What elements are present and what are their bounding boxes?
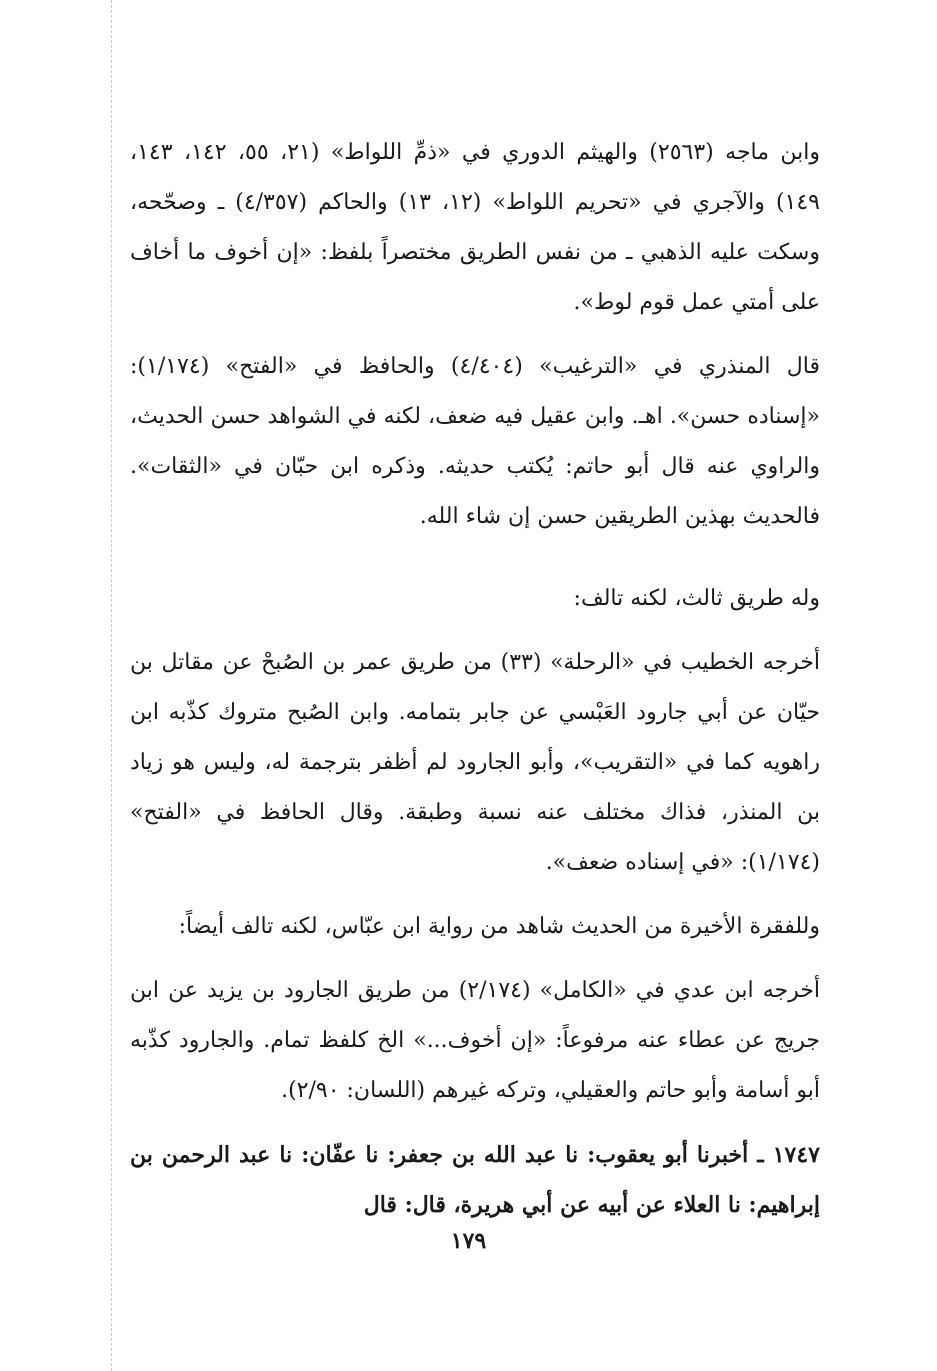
- hadith-number: ١٧٤٧: [772, 1142, 820, 1168]
- paragraph-khatib-takhrij: أخرجه الخطيب في «الرحلة» (٣٣) من طريق عمر بن الصُبحْ عن مقاتل بن حيّان عن أبي جارود العَبْسي عن جابر بتمامه. وابن الصُبح متروك كذّبه ابن راهويه كما في «التقريب»، وأبو الجارود لم أظفر بترجمة له، وليس هو زياد بن المنذر، فذاك مختلف عنه نسبة وطبقة. وقال الحافظ في «الفتح» (١/١٧٤): «في إسناده ضعف».: [130, 650, 820, 875]
- paragraph-ibn-adi-takhrij: أخرجه ابن عدي في «الكامل» (٢/١٧٤) من طريق الجارود بن يزيد عن ابن جريج عن عطاء عنه مرفوعاً: «إن أخوف...» الخ كلفظ تمام. والجارود كذّبه أبو أسامة وأبو حاتم والعقيلي، وتركه غيرهم (اللسان: ٢/٩٠).: [130, 978, 821, 1103]
- paragraph-ibn-majah-takhrij: وابن ماجه (٢٥٦٣) والهيثم الدوري في «ذمِّ اللواط» (٢١، ٥٥، ١٤٢، ١٤٣، ١٤٩) والآجري في «تحريم اللواط» (١٢، ١٣) والحاكم (٤/٣٥٧) ـ وصحّحه، وسكت عليه الذهبي ـ من نفس الطريق مختصراً بلفظ: «إن أخوف ما أخاف على أمتي عمل قوم لوط».: [130, 140, 821, 315]
- hadith-entry: [130, 1130, 820, 1230]
- paragraph-ibn-abbas-witness: وللفقرة الأخيرة من الحديث شاهد من رواية ابن عبّاس، لكنه تالف أيضاً:: [178, 914, 820, 939]
- paragraph-third-route-intro: وله طريق ثالث، لكنه تالف:: [573, 586, 820, 611]
- page-number: ١٧٩: [450, 1228, 487, 1254]
- page-body: [130, 128, 820, 1230]
- hadith-text: ـ أخبرنا أبو يعقوب: نا عبد الله بن جعفر: نا عفّان: نا عبد الرحمن بن إبراهيم: نا العلاء عن أبيه عن أبي هريرة، قال: قال: [130, 1142, 820, 1218]
- page-edge-dashed-line: [111, 0, 112, 1371]
- paragraph-mundhiri-grading: قال المنذري في «الترغيب» (٤/٤٠٤) والحافظ في «الفتح» (١/١٧٤): «إسناده حسن». اهـ. وابن عقيل فيه ضعف، لكنه في الشواهد حسن الحديث، والراوي عنه قال أبو حاتم: يُكتب حديثه. وذكره ابن حبّان في «الثقات». فالحديث بهذين الطريقين حسن إن شاء الله.: [130, 354, 820, 529]
